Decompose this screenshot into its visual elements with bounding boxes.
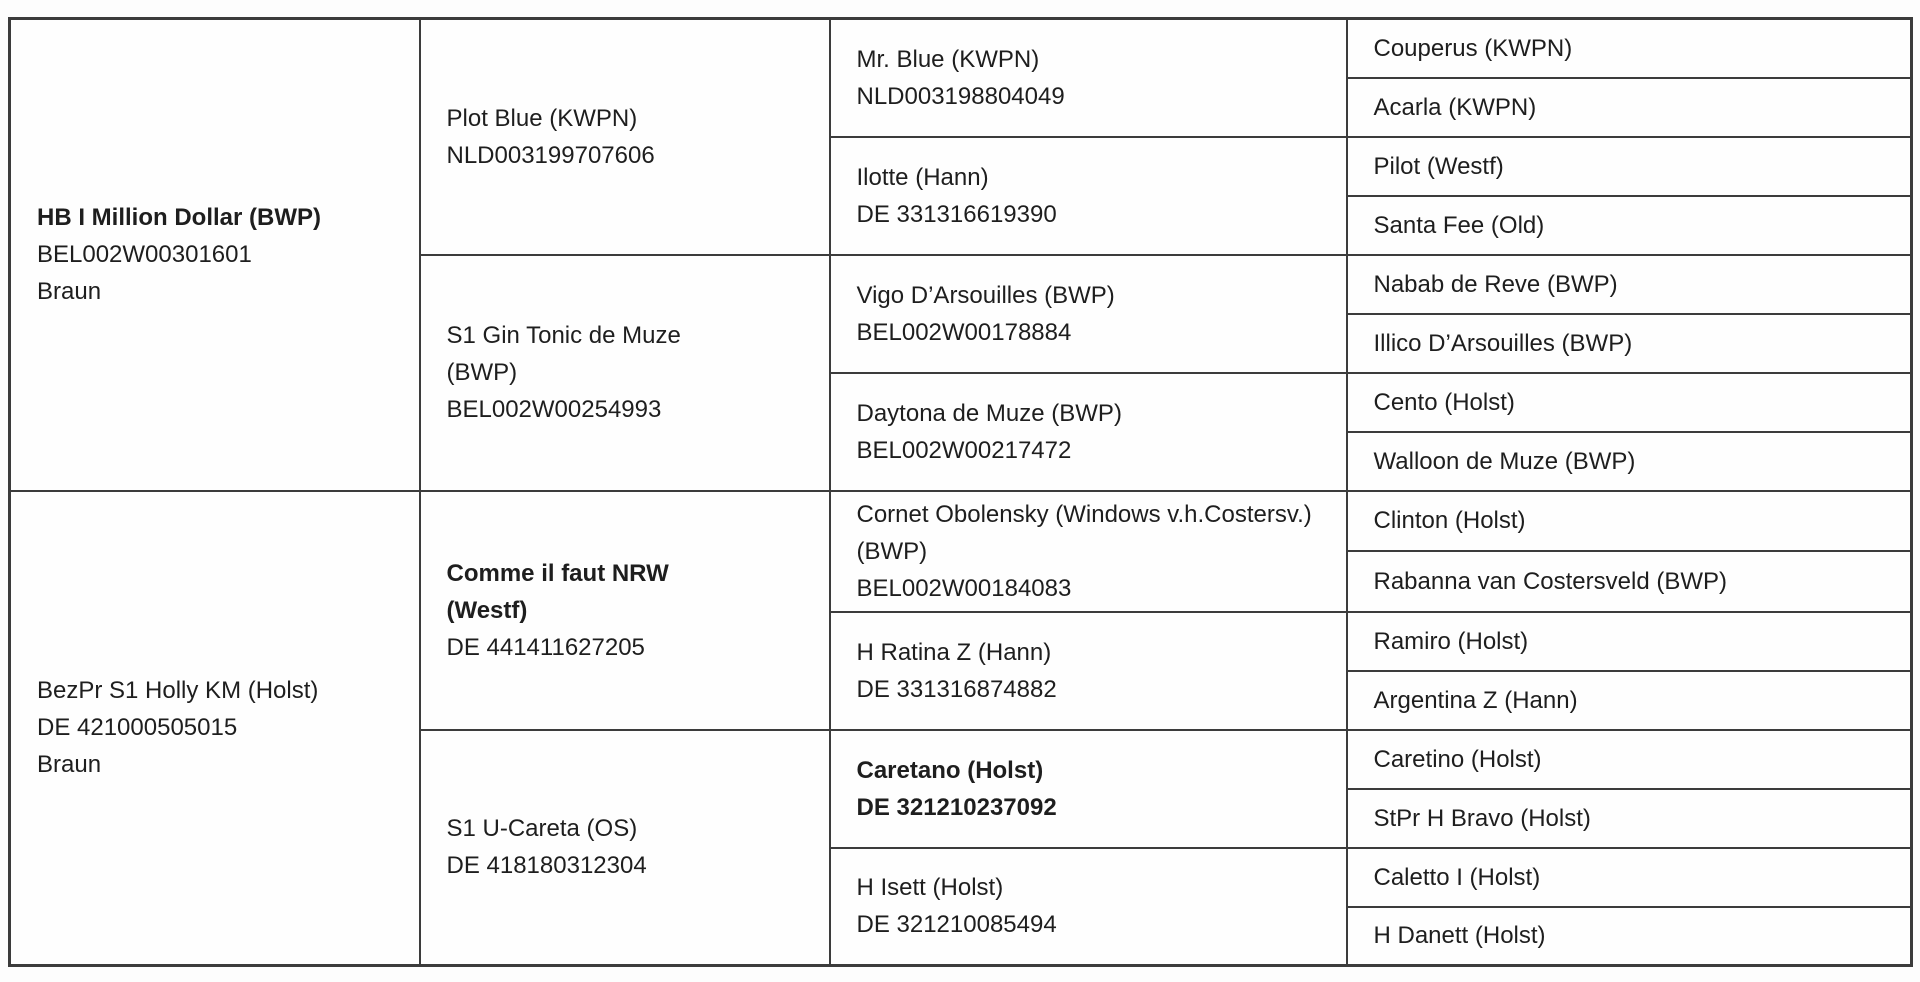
cell-vigo-d-arsouilles xyxy=(830,255,1347,373)
horse-name: Illico D’Arsouilles (BWP) xyxy=(1373,329,1633,357)
horse-name: HB I Million Dollar (BWP) xyxy=(37,204,321,232)
horse-id: DE 331316619390 xyxy=(856,200,1057,228)
cell-argentina-z xyxy=(1347,671,1912,730)
horse-name: Argentina Z (Hann) xyxy=(1373,686,1578,714)
horse-name: H Danett (Holst) xyxy=(1373,922,1546,950)
cell-s1-gin-tonic-de-muze xyxy=(420,255,830,491)
horse-name: Mr. Blue (KWPN) xyxy=(856,45,1040,73)
horse-name: Acarla (KWPN) xyxy=(1373,93,1537,121)
horse-id: BEL002W00254993 xyxy=(446,396,662,423)
horse-id: DE 321210085494 xyxy=(856,911,1057,939)
horse-id: DE 331316874882 xyxy=(856,675,1057,703)
horse-name: Nabab de Reve (BWP) xyxy=(1373,270,1618,298)
cell-daytona-de-muze xyxy=(830,373,1347,491)
horse-id: NLD003199707606 xyxy=(446,141,655,169)
cell-s1-u-careta xyxy=(420,730,830,966)
cell-illico-d-arsouilles xyxy=(1347,314,1912,373)
cell-cornet-obolensky xyxy=(830,491,1347,612)
horse-name: S1 U-Careta (OS) xyxy=(446,815,638,843)
cell-h-ratina-z xyxy=(830,612,1347,730)
horse-name: StPr H Bravo (Holst) xyxy=(1373,804,1591,832)
horse-name: Comme il faut NRW (Westf) xyxy=(446,559,669,624)
horse-id: DE 418180312304 xyxy=(446,852,647,880)
cell-pilot xyxy=(1347,137,1912,196)
cell-nabab-de-reve xyxy=(1347,255,1912,314)
pedigree-table xyxy=(8,17,1913,967)
horse-name: Caretino (Holst) xyxy=(1373,745,1542,773)
horse-name: H Isett (Holst) xyxy=(856,874,1004,902)
cell-clinton xyxy=(1347,491,1912,552)
cell-comme-il-faut-nrw xyxy=(420,491,830,730)
horse-id: DE 421000505015 xyxy=(37,714,238,742)
cell-acarla xyxy=(1347,78,1912,137)
horse-name: Cento (Holst) xyxy=(1373,388,1515,416)
cell-cento xyxy=(1347,373,1912,432)
horse-name: Couperus (KWPN) xyxy=(1373,34,1573,62)
horse-name: Clinton (Holst) xyxy=(1373,507,1526,535)
table-row xyxy=(10,19,1912,78)
cell-hb-i-million-dollar xyxy=(10,19,420,491)
horse-coat-color: Braun xyxy=(37,278,102,306)
cell-caretino xyxy=(1347,730,1912,789)
cell-caretano xyxy=(830,730,1347,848)
cell-walloon-de-muze xyxy=(1347,432,1912,491)
cell-rabanna-van-costersveld xyxy=(1347,551,1912,612)
horse-id: NLD003198804049 xyxy=(856,82,1065,110)
horse-name: S1 Gin Tonic de Muze (BWP) xyxy=(446,322,681,386)
horse-id: BEL002W00178884 xyxy=(856,318,1072,346)
horse-name: Caretano (Holst) xyxy=(856,756,1044,784)
horse-name: Plot Blue (KWPN) xyxy=(446,104,638,132)
cell-santa-fee xyxy=(1347,196,1912,255)
table-row xyxy=(10,491,1912,552)
horse-id: BEL002W00217472 xyxy=(856,436,1072,464)
horse-name: Ilotte (Hann) xyxy=(856,163,989,191)
horse-id: BEL002W00301601 xyxy=(37,241,252,269)
horse-name: H Ratina Z (Hann) xyxy=(856,638,1052,666)
horse-coat-color: Braun xyxy=(37,751,102,779)
horse-name: Daytona de Muze (BWP) xyxy=(856,399,1122,427)
horse-name: Ramiro (Holst) xyxy=(1373,627,1529,655)
horse-id: DE 321210237092 xyxy=(856,793,1057,821)
horse-name: Walloon de Muze (BWP) xyxy=(1373,447,1636,475)
cell-h-isett xyxy=(830,848,1347,966)
cell-caletto-i xyxy=(1347,848,1912,907)
cell-bezpr-s1-holly-km xyxy=(10,491,420,966)
horse-name: Pilot (Westf) xyxy=(1373,152,1504,180)
cell-h-danett xyxy=(1347,907,1912,966)
cell-ramiro xyxy=(1347,612,1912,671)
cell-ilotte xyxy=(830,137,1347,255)
cell-plot-blue xyxy=(420,19,830,255)
horse-id: BEL002W00184083 xyxy=(856,574,1072,602)
horse-name: BezPr S1 Holly KM (Holst) xyxy=(37,677,319,705)
cell-mr-blue xyxy=(830,19,1347,137)
horse-name: Cornet Obolensky (Windows v.h.Costersv.) (BWP) xyxy=(856,500,1312,565)
horse-name: Rabanna van Costersveld (BWP) xyxy=(1373,567,1727,595)
cell-stpr-h-bravo xyxy=(1347,789,1912,848)
horse-name: Santa Fee (Old) xyxy=(1373,211,1545,239)
cell-couperus xyxy=(1347,19,1912,78)
horse-name: Caletto I (Holst) xyxy=(1373,863,1541,891)
horse-id: DE 441411627205 xyxy=(446,633,645,661)
horse-name: Vigo D’Arsouilles (BWP) xyxy=(856,281,1115,309)
